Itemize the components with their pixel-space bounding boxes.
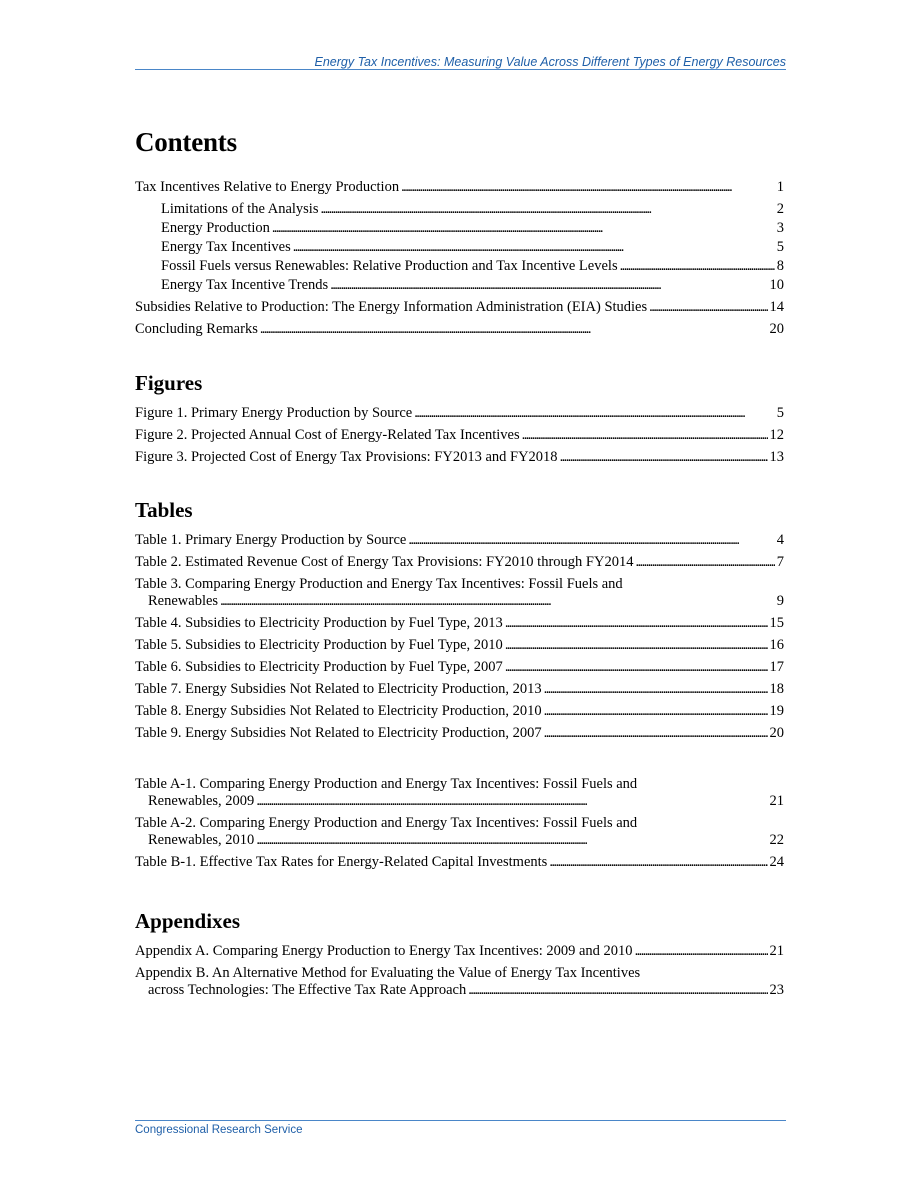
toc-entry-title: Appendix A. Comparing Energy Production to Energy Tax Incentives: 2009 and 2010 <box>135 943 633 959</box>
toc-page-number: 19 <box>769 703 784 719</box>
toc-page-number: 20 <box>769 725 784 741</box>
toc-entry-title: Figure 2. Projected Annual Cost of Energy-Related Tax Incentives <box>135 427 520 443</box>
dot-leader <box>468 982 767 999</box>
toc-page-number: 13 <box>769 449 784 465</box>
toc-page-number: 8 <box>776 258 784 274</box>
toc-entry-fossil-vs-renewables[interactable] <box>135 258 784 275</box>
toc-entry-limitations[interactable] <box>135 201 784 218</box>
toc-entry-table-a2[interactable] <box>135 815 784 849</box>
toc-entry-title-continued: Renewables <box>148 593 219 609</box>
toc-entry-title: Fossil Fuels versus Renewables: Relative Production and Tax Incentive Levels <box>161 258 618 274</box>
toc-entry-title: Figure 3. Projected Cost of Energy Tax Provisions: FY2013 and FY2018 <box>135 449 558 465</box>
toc-page-number: 5 <box>776 239 784 255</box>
toc-entry-title: Concluding Remarks <box>135 321 258 337</box>
toc-entry-title: Figure 1. Primary Energy Production by Source <box>135 405 413 421</box>
toc-entry-table-7[interactable] <box>135 681 784 698</box>
toc-entry-tax-incentives[interactable] <box>135 179 784 196</box>
toc-page-number: 21 <box>769 943 784 959</box>
toc-entry-energy-tax-incentives[interactable] <box>135 239 784 256</box>
toc-entry-title: Appendix B. An Alternative Method for Evaluating the Value of Energy Tax Incentives <box>135 965 641 981</box>
toc-entry-figure-3[interactable] <box>135 449 784 466</box>
toc-entry-title: Table 1. Primary Energy Production by Source <box>135 532 407 548</box>
toc-entry-title: Table 9. Energy Subsidies Not Related to Electricity Production, 2007 <box>135 725 542 741</box>
dot-leader <box>544 725 768 742</box>
toc-entry-title: Limitations of the Analysis <box>161 201 319 217</box>
toc-entry-table-8[interactable] <box>135 703 784 720</box>
toc-entry-table-6[interactable] <box>135 659 784 676</box>
toc-entry-title: Energy Tax Incentive Trends <box>161 277 329 293</box>
toc-page-number: 16 <box>769 637 784 653</box>
toc-entry-title: Subsidies Relative to Production: The Energy Information Administration (EIA) Studies <box>135 299 648 315</box>
toc-entry-title: Table A-2. Comparing Energy Production and Energy Tax Incentives: Fossil Fuels and <box>135 815 638 831</box>
dot-leader <box>505 659 768 676</box>
toc-entry-concluding-remarks[interactable] <box>135 321 784 338</box>
toc-entry-table-a1[interactable] <box>135 776 784 810</box>
toc-entry-title-continued: across Technologies: The Effective Tax Rate Approach <box>148 982 467 998</box>
toc-entry-appendix-b[interactable] <box>135 965 784 999</box>
toc-entry-table-4[interactable] <box>135 615 784 632</box>
contents-list <box>135 179 784 338</box>
toc-page-number: 14 <box>769 299 784 315</box>
header-rule <box>135 69 786 70</box>
table-of-contents <box>135 124 784 1004</box>
toc-entry-table-b1[interactable] <box>135 854 784 871</box>
toc-entry-title-continued: Renewables, 2009 <box>148 793 255 809</box>
toc-page-number: 20 <box>769 321 784 337</box>
toc-entry-table-5[interactable] <box>135 637 784 654</box>
toc-entry-figure-2[interactable] <box>135 427 784 444</box>
toc-entry-title: Table 5. Subsidies to Electricity Production by Fuel Type, 2010 <box>135 637 503 653</box>
toc-entry-title: Tax Incentives Relative to Energy Production <box>135 179 400 195</box>
toc-page-number: 4 <box>776 532 784 548</box>
running-header: Energy Tax Incentives: Measuring Value Across Different Types of Energy Resources <box>314 55 786 69</box>
toc-page-number: 12 <box>769 427 784 443</box>
dot-leader <box>256 793 767 810</box>
dot-leader <box>649 299 767 316</box>
toc-page-number: 1 <box>776 179 784 195</box>
dot-leader <box>408 532 774 549</box>
dot-leader <box>560 449 768 466</box>
appendixes-list <box>135 943 784 999</box>
dot-leader <box>635 943 768 960</box>
dot-leader <box>549 854 767 871</box>
toc-page-number: 7 <box>776 554 784 570</box>
dot-leader <box>260 321 768 338</box>
dot-leader <box>522 427 768 444</box>
toc-entry-table-9[interactable] <box>135 725 784 742</box>
toc-entry-appendix-a[interactable] <box>135 943 784 960</box>
toc-entry-title: Table 3. Comparing Energy Production and Energy Tax Incentives: Fossil Fuels and <box>135 576 623 592</box>
toc-page-number: 2 <box>776 201 784 217</box>
toc-entry-table-2[interactable] <box>135 554 784 571</box>
contents-heading: Contents <box>135 127 237 157</box>
dot-leader <box>544 681 768 698</box>
tables-list <box>135 532 784 742</box>
dot-leader <box>505 637 768 654</box>
dot-leader <box>544 703 768 720</box>
toc-page-number: 23 <box>769 982 784 998</box>
appendix-tables-list <box>135 776 784 871</box>
toc-entry-table-3[interactable] <box>135 576 784 610</box>
tables-heading: Tables <box>135 498 193 522</box>
toc-entry-table-1[interactable] <box>135 532 784 549</box>
toc-entry-title: Table 8. Energy Subsidies Not Related to Electricity Production, 2010 <box>135 703 542 719</box>
toc-page-number: 22 <box>769 832 784 848</box>
toc-entry-title: Energy Tax Incentives <box>161 239 291 255</box>
toc-entry-title: Table 4. Subsidies to Electricity Production by Fuel Type, 2013 <box>135 615 503 631</box>
toc-page-number: 24 <box>769 854 784 870</box>
toc-entry-eia-studies[interactable] <box>135 299 784 316</box>
toc-page-number: 17 <box>769 659 784 675</box>
toc-page-number: 10 <box>769 277 784 293</box>
toc-entry-title: Table 6. Subsidies to Electricity Production by Fuel Type, 2007 <box>135 659 503 675</box>
toc-page-number: 18 <box>769 681 784 697</box>
toc-entry-figure-1[interactable] <box>135 405 784 422</box>
dot-leader <box>293 239 775 256</box>
dot-leader <box>505 615 768 632</box>
toc-entry-title-continued: Renewables, 2010 <box>148 832 255 848</box>
footer-rule <box>135 1120 786 1121</box>
footer-organization: Congressional Research Service <box>135 1124 303 1136</box>
toc-page-number: 21 <box>769 793 784 809</box>
toc-entry-title: Table B-1. Effective Tax Rates for Energy-Related Capital Investments <box>135 854 548 870</box>
dot-leader <box>256 832 767 849</box>
dot-leader <box>401 179 775 196</box>
dot-leader <box>320 201 774 218</box>
figures-heading: Figures <box>135 371 203 395</box>
toc-page-number: 9 <box>776 593 784 609</box>
toc-entry-title: Energy Production <box>161 220 270 236</box>
dot-leader <box>330 277 767 294</box>
dot-leader <box>414 405 775 422</box>
toc-entry-incentive-trends[interactable] <box>135 277 784 294</box>
appendixes-heading: Appendixes <box>135 909 241 933</box>
toc-entry-title: Table 7. Energy Subsidies Not Related to Electricity Production, 2013 <box>135 681 542 697</box>
toc-entry-energy-production[interactable] <box>135 220 784 237</box>
dot-leader <box>272 220 775 237</box>
dot-leader <box>620 258 775 275</box>
dot-leader <box>635 554 774 571</box>
figures-list <box>135 405 784 466</box>
toc-entry-title: Table A-1. Comparing Energy Production and Energy Tax Incentives: Fossil Fuels and <box>135 776 638 792</box>
dot-leader <box>220 593 775 610</box>
toc-page-number: 5 <box>776 405 784 421</box>
toc-page-number: 15 <box>769 615 784 631</box>
toc-entry-title: Table 2. Estimated Revenue Cost of Energy Tax Provisions: FY2010 through FY2014 <box>135 554 634 570</box>
toc-page-number: 3 <box>776 220 784 236</box>
